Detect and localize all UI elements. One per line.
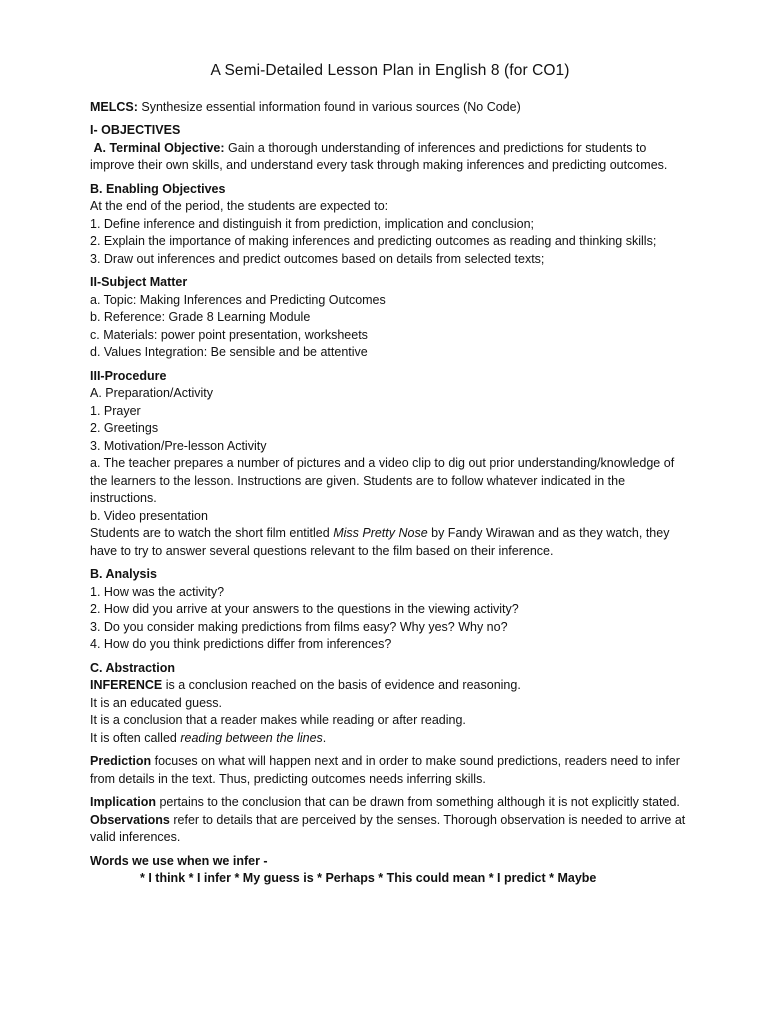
inference-called-term: reading between the lines xyxy=(180,730,323,745)
analysis-item: 1. How was the activity? xyxy=(90,584,225,599)
video-text-post: by Fandy Wirawan and as they watch, they have to try to answer several questions relevant to the film based on their inference. xyxy=(90,526,670,558)
inference-line: It is an educated guess. xyxy=(90,695,223,710)
observations-definition xyxy=(90,812,690,847)
inference-definition xyxy=(90,677,690,695)
melcs-text: Synthesize essential information found in various sources (No Code) xyxy=(137,99,521,114)
procedure-heading: III-Procedure xyxy=(90,368,167,383)
preparation-item: 1. Prayer xyxy=(90,403,141,418)
abstraction-heading: C. Abstraction xyxy=(90,660,175,675)
inference-def: is a conclusion reached on the basis of evidence and reasoning. xyxy=(162,678,521,692)
enabling-objectives-heading: B. Enabling Objectives xyxy=(90,181,226,196)
analysis-item: 4. How do you think predictions differ from inferences? xyxy=(90,637,392,651)
enabling-item: 2. Explain the importance of making inferences and predicting outcomes as reading and thinking skills; xyxy=(90,234,657,248)
inference-called-pre: It is often called xyxy=(90,730,181,745)
observations-term: Observations xyxy=(90,812,170,827)
subject-matter-item: b. Reference: Grade 8 Learning Module xyxy=(90,310,311,324)
enabling-intro: At the end of the period, the students are expected to: xyxy=(90,199,389,213)
analysis-item: 3. Do you consider making predictions from films easy? Why yes? Why no? xyxy=(90,619,508,634)
prediction-term: Prediction xyxy=(90,754,152,768)
analysis-heading: B. Analysis xyxy=(90,567,157,581)
observations-def: refer to details that are perceived by the senses. Thorough observation is needed to arrive at valid inferences. xyxy=(90,812,686,844)
inference-line: It is a conclusion that a reader makes while reading or after reading. xyxy=(90,713,466,727)
subject-matter-item: c. Materials: power point presentation, worksheets xyxy=(90,327,368,342)
video-presentation-text xyxy=(90,525,690,560)
melcs-line xyxy=(90,99,690,117)
terminal-objective-text: Gain a thorough understanding of inferences and predictions for students to improve their own skills, and understand every task through making inferences and predicting outcomes. xyxy=(90,140,668,172)
melcs-label: MELCS: xyxy=(90,99,138,114)
subject-matter-item: d. Values Integration: Be sensible and be attentive xyxy=(90,345,368,359)
motivation-activity-a: a. The teacher prepares a number of pictures and a video clip to dig out prior understanding/knowledge of the learners to the lesson. Instructions are given. Students are to follow whatever indicated in the instructions. xyxy=(90,456,675,505)
terminal-objective xyxy=(90,140,690,175)
objectives-heading: I- OBJECTIVES xyxy=(90,123,181,137)
inference-called-post: . xyxy=(322,730,327,745)
subject-matter-heading: II-Subject Matter xyxy=(90,275,188,289)
lesson-plan-document xyxy=(90,62,690,888)
enabling-item: 3. Draw out inferences and predict outcomes based on details from selected texts; xyxy=(90,251,545,266)
implication-def: pertains to the conclusion that can be drawn from something although it is not explicitly stated. xyxy=(155,795,680,809)
prediction-def: focuses on what will happen next and in order to make sound predictions, readers need to infer from details in the text. Thus, predicting outcomes needs inferring skills. xyxy=(90,754,680,786)
preparation-heading: A. Preparation/Activity xyxy=(90,386,213,400)
terminal-objective-label: A. Terminal Objective: xyxy=(93,140,225,155)
video-presentation-heading: b. Video presentation xyxy=(90,508,208,523)
subject-matter-item: a. Topic: Making Inferences and Predicting Outcomes xyxy=(90,292,386,307)
document-title: A Semi-Detailed Lesson Plan in English 8 (for CO1) xyxy=(210,62,570,79)
implication-definition xyxy=(90,794,690,812)
words-heading: Words we use when we infer - xyxy=(90,853,268,868)
film-title: Miss Pretty Nose xyxy=(333,526,428,540)
implication-term: Implication xyxy=(90,795,156,809)
enabling-item: 1. Define inference and distinguish it from prediction, implication and conclusion; xyxy=(90,216,534,231)
analysis-item: 2. How did you arrive at your answers to the questions in the viewing activity? xyxy=(90,602,519,616)
preparation-item: 2. Greetings xyxy=(90,421,159,435)
preparation-item: 3. Motivation/Pre-lesson Activity xyxy=(90,438,267,453)
inference-called xyxy=(90,730,690,748)
video-text-pre: Students are to watch the short film entitled xyxy=(90,526,334,540)
words-list: * I think * I infer * My guess is * Perhaps * This could mean * I predict * Maybe xyxy=(140,871,597,885)
prediction-definition xyxy=(90,753,690,788)
inference-term: INFERENCE xyxy=(90,678,163,692)
